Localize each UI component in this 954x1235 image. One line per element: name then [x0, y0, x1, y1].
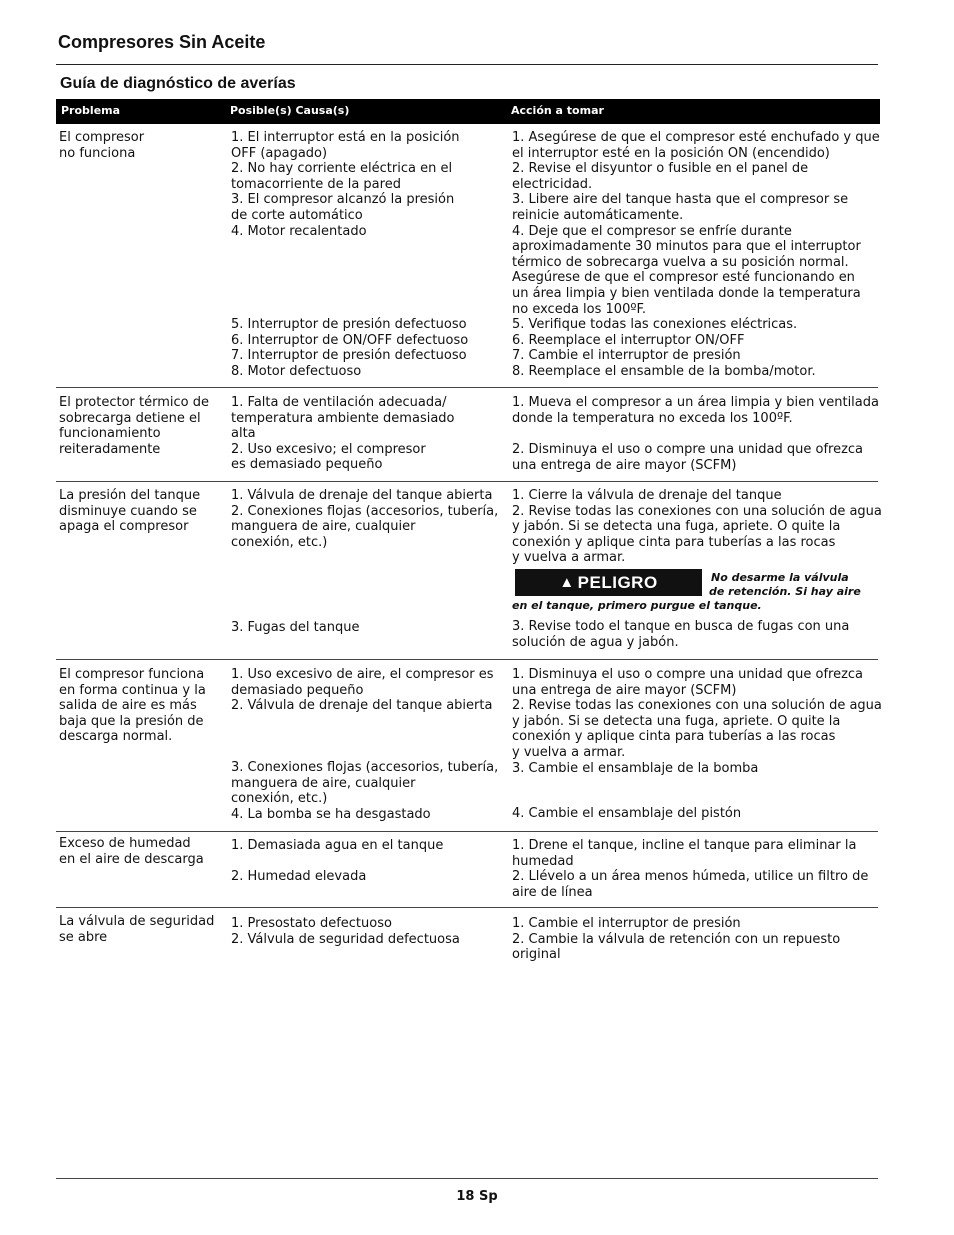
row-1-actions-a-line: Asegúrese de que el compresor esté funcionando en [512, 270, 855, 286]
row-divider [56, 481, 878, 482]
row-1-actions-b-line: 7. Cambie el interruptor de presión [512, 348, 741, 364]
row-1-causes-a-line: de corte automático [231, 208, 363, 223]
row-4-problem-line: El compresor funciona [59, 667, 205, 682]
row-6-actions-a-line: 1. Cambie el interruptor de presión [512, 916, 741, 931]
row-1-actions-b-line: 6. Reemplace el interruptor ON/OFF [512, 332, 745, 348]
row-1-actions-a-line: 1. Asegúrese de que el compresor esté enchufado y que [512, 130, 880, 145]
row-4-problem-line: baja que la presión de [59, 713, 204, 729]
row-1-actions-a-line: no exceda los 100ºF. [512, 301, 646, 317]
row-3-actions-a-line: 1. Cierre la válvula de drenaje del tanque [512, 488, 782, 503]
row-3-problem-line: disminuye cuando se [59, 503, 197, 519]
table-header [56, 99, 880, 124]
row-3-causes-b-line: 3. Fugas del tanque [231, 620, 360, 635]
row-6-causes-a-line: 1. Presostato defectuoso [231, 916, 392, 931]
row-2-causes-a-line: es demasiado pequeño [231, 457, 383, 473]
row-2-problem-line: El protector térmico de [59, 395, 209, 410]
row-divider [56, 907, 878, 908]
row-4-causes-a-line: 1. Uso excesivo de aire, el compresor es [231, 667, 494, 682]
row-1-actions-a-line: electricidad. [512, 176, 593, 192]
row-1-causes-b-line: 7. Interruptor de presión defectuoso [231, 348, 467, 364]
row-4-causes-a-line: demasiado pequeño [231, 682, 364, 698]
danger-warning-label [515, 569, 702, 596]
row-1-problem-line: no funciona [59, 145, 136, 161]
row-4-actions-a-line: una entrega de aire mayor (SCFM) [512, 682, 737, 698]
row-2-actions-a-line: 1. Mueva el compresor a un área limpia y bien ventilada [512, 395, 879, 410]
row-1-actions-a-line: el interruptor esté en la posición ON (encendido) [512, 145, 830, 161]
row-4-actions-a-line: conexión y aplique cinta para tuberías a las rocas [512, 729, 836, 745]
row-4-causes-b-line: 4. La bomba se ha desgastado [231, 806, 431, 822]
row-3-actions-a-line: 2. Revise todas las conexiones con una solución de agua [512, 503, 882, 519]
row-4-actions-a-line: 2. Revise todas las conexiones con una solución de agua [512, 698, 882, 714]
row-4-problem-line: salida de aire es más [59, 698, 197, 714]
row-2-actions-b-line: una entrega de aire mayor (SCFM) [512, 457, 737, 473]
row-4-causes-b-line: 3. Conexiones flojas (accesorios, tubería, [231, 760, 499, 775]
row-2-actions-b-line: 2. Disminuya el uso o compre una unidad que ofrezca [512, 442, 864, 457]
row-1-causes-b-line: 8. Motor defectuoso [231, 363, 362, 379]
row-5-causes-b-line: 2. Humedad elevada [231, 869, 367, 884]
row-1-causes-a-line: tomacorriente de la pared [231, 176, 401, 192]
row-2-causes-a-line: alta [231, 426, 256, 442]
row-4-actions-a-line: 3. Cambie el ensamblaje de la bomba [512, 760, 759, 776]
row-1-actions-b-line: 5. Verifique todas las conexiones eléctricas. [512, 317, 798, 332]
row-4-actions-a-line: y jabón. Si se detecta una fuga, apriete. O quite la [512, 713, 841, 729]
row-4-causes-b-line: conexión, etc.) [231, 791, 328, 807]
row-3-actions-b-line: solución de agua y jabón. [512, 634, 679, 650]
header-divider [56, 64, 878, 65]
warning-triangle-icon: ▲ [559, 574, 575, 591]
row-3-actions-b-line: 3. Revise todo el tanque en busca de fugas con una [512, 619, 850, 634]
row-2-problem-line: sobrecarga detiene el [59, 410, 201, 426]
row-1-causes-a-line: 4. Motor recalentado [231, 223, 367, 239]
row-6-problem-line: se abre [59, 929, 108, 945]
row-5-actions-a-line: aire de línea [512, 884, 593, 900]
row-1-actions-a-line: aproximadamente 30 minutos para que el interruptor [512, 239, 861, 255]
row-5-problem-line: Exceso de humedad [59, 836, 191, 851]
row-1-causes-a-line: OFF (apagado) [231, 145, 328, 161]
row-3-actions-a-line: y vuelva a armar. [512, 550, 626, 566]
row-3-problem-line: La presión del tanque [59, 488, 201, 503]
page-header-title: Compresores Sin Aceite [58, 32, 266, 52]
row-1-actions-a-line: un área limpia y bien ventilada donde la temperatura [512, 286, 861, 301]
row-4-actions-a-line: y vuelva a armar. [512, 745, 626, 760]
column-header-problem: Problema [61, 104, 121, 117]
row-2-causes-a-line: 2. Uso excesivo; el compresor [231, 441, 426, 457]
row-6-causes-a-line: 2. Válvula de seguridad defectuosa [231, 931, 460, 947]
row-2-causes-a-line: temperatura ambiente demasiado [231, 410, 455, 426]
danger-label-text: PELIGRO [577, 572, 658, 592]
row-5-causes-a-line: 1. Demasiada agua en el tanque [231, 838, 444, 853]
row-2-problem-line: funcionamiento [59, 426, 161, 442]
row-1-causes-a-line: 2. No hay corriente eléctrica en el [231, 161, 453, 177]
row-1-actions-a-line: 4. Deje que el compresor se enfríe durante [512, 223, 792, 239]
footer-divider [56, 1178, 878, 1179]
row-6-problem-line: La válvula de seguridad [59, 914, 215, 929]
row-4-causes-b-line: manguera de aire, cualquier [231, 775, 416, 791]
row-3-causes-a-line: manguera de aire, cualquier [231, 519, 416, 535]
row-1-problem-line: El compresor [59, 130, 145, 145]
row-4-actions-a-line: 1. Disminuya el uso o compre una unidad que ofrezca [512, 667, 864, 682]
row-divider [56, 387, 878, 388]
row-1-actions-a-line: reinicie automáticamente. [512, 208, 684, 223]
section-title: Guía de diagnóstico de averías [60, 75, 296, 92]
row-1-actions-b-line: 8. Reemplace el ensamble de la bomba/motor. [512, 363, 816, 379]
column-header-causes: Posible(s) Causa(s) [230, 104, 350, 117]
row-divider [56, 659, 878, 660]
row-3-causes-a-line: conexión, etc.) [231, 534, 328, 550]
row-5-problem-line: en el aire de descarga [59, 851, 204, 867]
row-3-causes-a-line: 1. Válvula de drenaje del tanque abierta [231, 488, 493, 503]
row-1-causes-a-line: 3. El compresor alcanzó la presión [231, 192, 455, 208]
row-1-actions-a-line: 2. Revise el disyuntor o fusible en el panel de [512, 161, 809, 177]
row-3-actions-a-line: y jabón. Si se detecta una fuga, apriete. O quite la [512, 519, 841, 535]
row-6-actions-a-line: 2. Cambie la válvula de retención con un repuesto [512, 931, 841, 947]
row-2-actions-a-line: donde la temperatura no exceda los 100ºF. [512, 410, 793, 426]
row-4-problem-line: en forma continua y la [59, 682, 206, 698]
row-1-actions-a-line: térmico de sobrecarga vuelva a su posición normal. [512, 254, 849, 270]
row-5-actions-a-line: 1. Drene el tanque, incline el tanque para eliminar la [512, 838, 857, 853]
row-2-problem-line: reiteradamente [59, 441, 161, 457]
row-1-causes-b-line: 5. Interruptor de presión defectuoso [231, 317, 467, 332]
row-3-actions-a-line: conexión y aplique cinta para tuberías a las rocas [512, 534, 836, 550]
page-number: 18 Sp [456, 1189, 498, 1204]
row-divider [56, 831, 878, 832]
row-6-actions-a-line: original [512, 947, 561, 963]
warning-text-line-2: de retención. Si hay aire [709, 585, 861, 598]
warning-text-line-1: No desarme la válvula [711, 571, 849, 584]
row-1-causes-b-line: 6. Interruptor de ON/OFF defectuoso [231, 332, 469, 348]
row-1-causes-a-line: 1. El interruptor está en la posición [231, 130, 460, 145]
row-5-actions-a-line: humedad [512, 853, 574, 869]
warning-text-line-3: en el tanque, primero purgue el tanque. [512, 599, 762, 612]
row-3-problem-line: apaga el compresor [59, 519, 189, 535]
row-2-causes-a-line: 1. Falta de ventilación adecuada/ [231, 395, 447, 410]
row-4-causes-a-line: 2. Válvula de drenaje del tanque abierta [231, 698, 493, 714]
column-header-actions: Acción a tomar [511, 104, 604, 117]
row-3-causes-a-line: 2. Conexiones flojas (accesorios, tubería, [231, 503, 499, 519]
row-1-actions-a-line: 3. Libere aire del tanque hasta que el compresor se [512, 192, 849, 208]
row-5-actions-a-line: 2. Llévelo a un área menos húmeda, utilice un filtro de [512, 869, 869, 885]
row-4-actions-b-line: 4. Cambie el ensamblaje del pistón [512, 806, 742, 821]
row-4-problem-line: descarga normal. [59, 729, 173, 745]
